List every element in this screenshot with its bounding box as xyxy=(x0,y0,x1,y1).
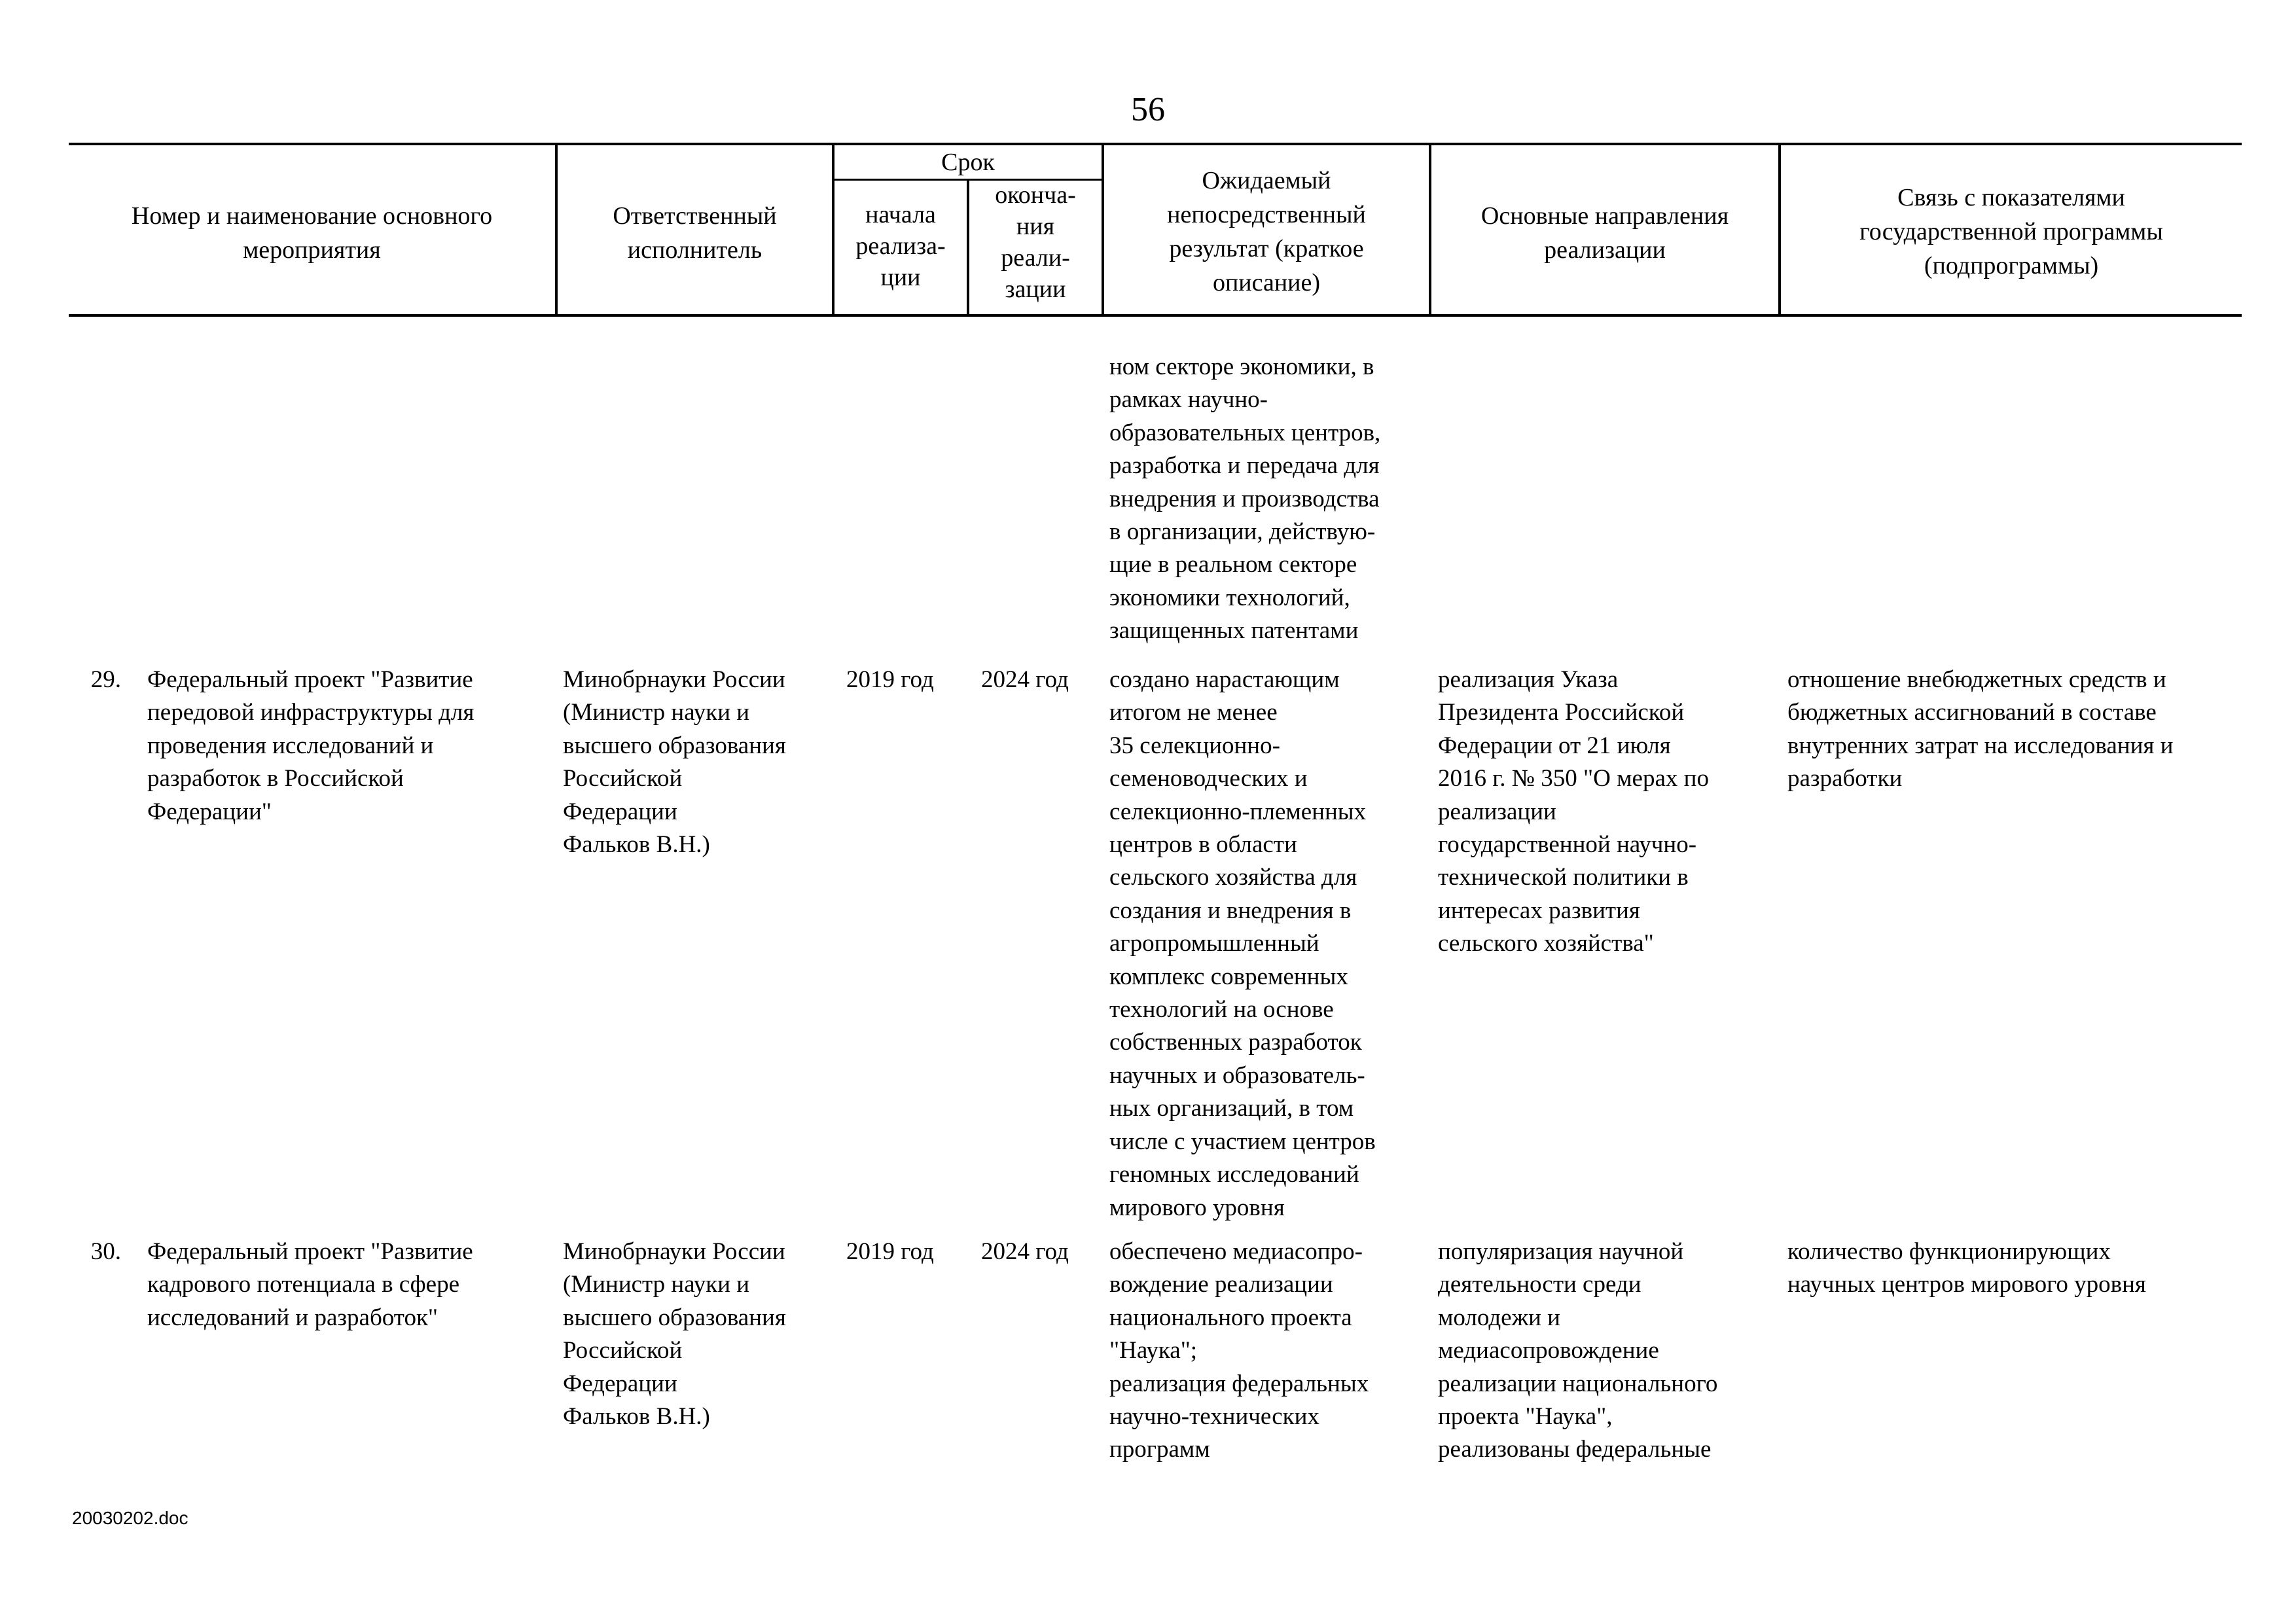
expected-result: создано нарастающим итогом не менее 35 селекционно- семеноводческих и селекционно-племенных центров в области сельского хозяйства для создания и внедрения в агропромышленный комплекс современных технологий на основе собственных разработок научных и образователь- ных организаций, в том числе с участием центров геномных исследований мирового уровня xyxy=(1109,666,1376,1221)
executor: Минобрнауки России (Министр науки и высшего образования Российской Федерации Фальков В.Н.) xyxy=(563,666,786,859)
header-indicators: Связь с показателями государственной программы (подпрограммы) xyxy=(1859,184,2163,279)
activity-name: Федеральный проект "Развитие передовой инфраструктуры для проведения исследований и разработок в Российской Федерации" xyxy=(147,666,475,825)
executor: Минобрнауки России (Министр науки и высшего образования Российской Федерации Фальков В.Н.) xyxy=(563,1238,786,1431)
program-indicators: количество функционирующих научных центров мирового уровня xyxy=(1787,1238,2146,1298)
program-indicators: отношение внебюджетных средств и бюджетных ассигнований в составе внутренних затрат на исследования и разработки xyxy=(1787,666,2174,793)
header-bottom-rule xyxy=(69,314,2242,317)
expected-result: обеспечено медиасопро- вождение реализации национального проекта "Наука"; реализация федеральных научно-технических программ xyxy=(1109,1238,1369,1463)
row-number: 29. xyxy=(90,666,121,693)
implementation-directions: реализация Указа Президента Российской Федерации от 21 июля 2016 г. № 350 "О мерах по реализации государственной научно- технической политики в интересах развития сельского хозяйства" xyxy=(1438,666,1709,957)
header-directions: Основные направления реализации xyxy=(1480,202,1729,264)
start-year: 2019 год xyxy=(846,1238,934,1265)
start-year: 2019 год xyxy=(846,666,934,693)
header-term: Срок xyxy=(941,149,995,176)
activity-name: Федеральный проект "Развитие кадрового потенциала в сфере исследований и разработок" xyxy=(147,1238,473,1331)
row-number: 30. xyxy=(90,1238,121,1265)
continued-result: ном секторе экономики, в рамках научно- образовательных центров, разработка и передача для внедрения и производства в организации, действую- щие в реальном секторе экономики технологий, защищенных патентами xyxy=(1109,353,1381,645)
header-activity: Номер и наименование основного мероприятия xyxy=(131,202,493,264)
header-end: оконча- ния реали- зации xyxy=(995,181,1076,303)
page-number: 56 xyxy=(1131,91,1165,128)
table-top-rule xyxy=(69,143,2242,145)
end-year: 2024 год xyxy=(981,1238,1069,1265)
header-start: начала реализа- ции xyxy=(855,201,946,291)
implementation-directions: популяризация научной деятельности среди молодежи и медиасопровождение реализации национального проекта "Наука", реализованы федеральные xyxy=(1438,1238,1718,1463)
document-filename: 20030202.doc xyxy=(72,1508,188,1528)
header-result: Ожидаемый непосредственный результат (краткое описание) xyxy=(1167,167,1366,296)
end-year: 2024 год xyxy=(981,666,1069,693)
header-executor: Ответственный исполнитель xyxy=(613,202,777,264)
